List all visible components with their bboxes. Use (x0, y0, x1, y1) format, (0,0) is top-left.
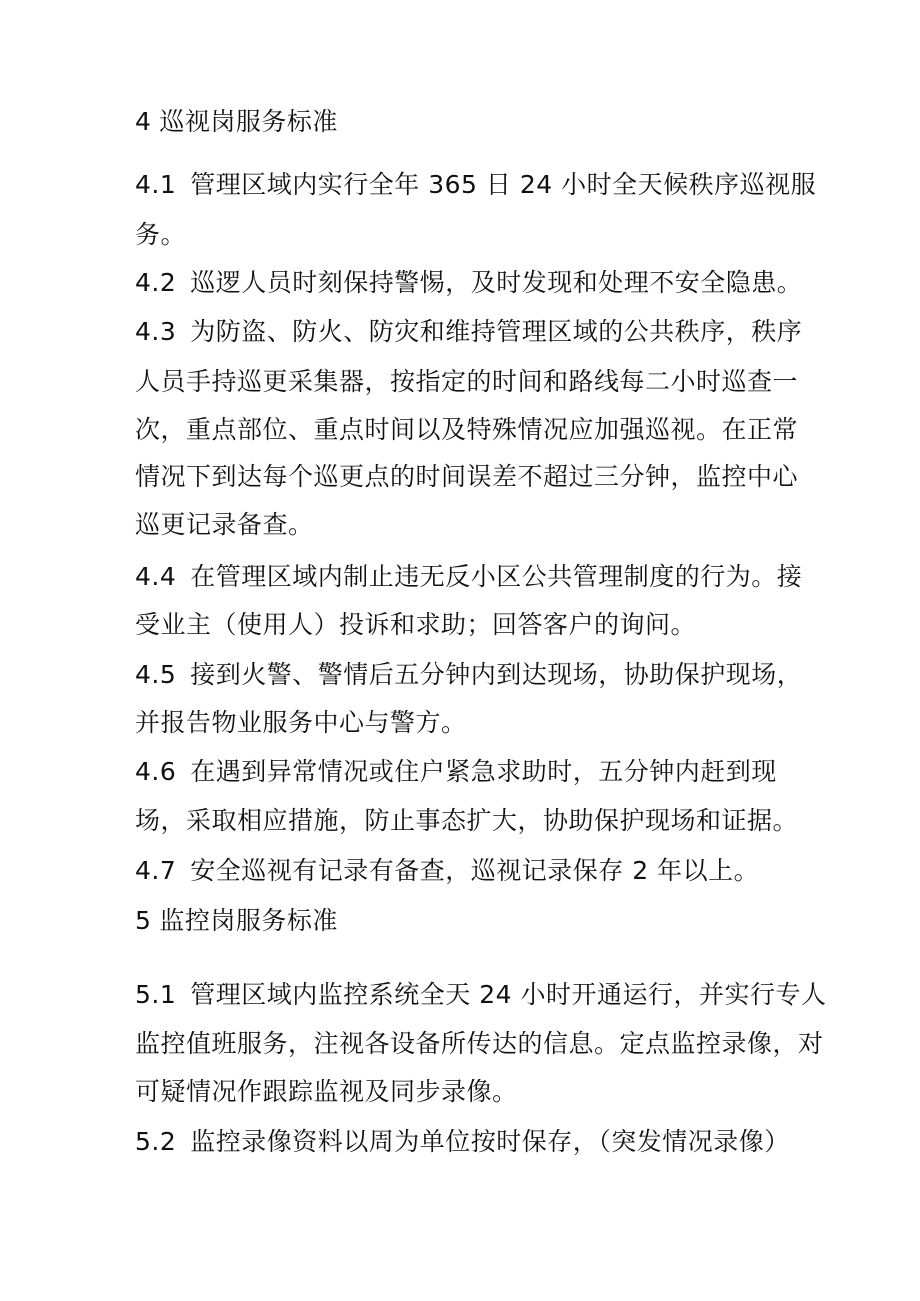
section-5-heading (135, 906, 338, 936)
clause-text-line: 并报告物业服务中心与警方。 (135, 708, 467, 737)
clause-text-line: 巡逻人员时刻保持警惕，及时发现和处理不安全隐患。 (190, 268, 803, 297)
clause-text-line: 场，采取相应措施，防止事态扩大，协助保护现场和证据。 (135, 806, 799, 835)
section-title: 监控岗服务标准 (159, 906, 338, 935)
section-number: 4 (135, 107, 152, 136)
section-title: 巡视岗服务标准 (159, 107, 338, 136)
clause-text-line: 受业主（使用人）投诉和求助；回答客户的询问。 (135, 610, 697, 639)
section-number: 5 (135, 906, 152, 935)
clause-text-line: 人员手持巡更采集器，按指定的时间和路线每二小时巡查一 (135, 367, 799, 396)
clause-number: 4.2 (135, 268, 177, 297)
section-4-heading (135, 107, 338, 137)
clause-text-line: 巡更记录备查。 (135, 510, 314, 539)
clause-text-line: 务。 (135, 220, 187, 249)
clause-text-line: 监控值班服务，注视各设备所传达的信息。定点监控录像，对 (135, 1029, 824, 1058)
clause-number: 5.2 (135, 1127, 177, 1156)
clause-text-line: 接到火警、警情后五分钟内到达现场，协助保护现场， (190, 660, 803, 689)
clause-text-line: 安全巡视有记录有备查，巡视记录保存 2 年以上。 (190, 856, 760, 885)
clause-text-line: 在遇到异常情况或住户紧急求助时，五分钟内赶到现 (190, 757, 777, 786)
clause-text-line: 情况下到达每个巡更点的时间误差不超过三分钟，监控中心 (135, 462, 799, 491)
clause-text-line: 监控录像资料以周为单位按时保存，（突发情况录像） (190, 1127, 790, 1156)
clause-number: 4.7 (135, 856, 177, 885)
clause-number: 4.5 (135, 660, 177, 689)
clause-text-line: 可疑情况作跟踪监视及同步录像。 (135, 1077, 518, 1106)
clause-number: 4.6 (135, 757, 177, 786)
clause-number: 4.1 (135, 170, 177, 199)
clause-number: 4.4 (135, 562, 177, 591)
clause-text-line: 次，重点部位、重点时间以及特殊情况应加强巡视。在正常 (135, 415, 799, 444)
clause-text-line: 管理区域内实行全年 365 日 24 小时全天候秩序巡视服 (190, 170, 817, 199)
clause-text-line: 在管理区域内制止违无反小区公共管理制度的行为。接 (190, 562, 803, 591)
clause-text-line: 管理区域内监控系统全天 24 小时开通运行，并实行专人 (190, 980, 827, 1009)
clause-text-line: 为防盗、防火、防灾和维持管理区域的公共秩序，秩序 (190, 317, 803, 346)
clause-number: 5.1 (135, 980, 177, 1009)
clause-number: 4.3 (135, 317, 177, 346)
